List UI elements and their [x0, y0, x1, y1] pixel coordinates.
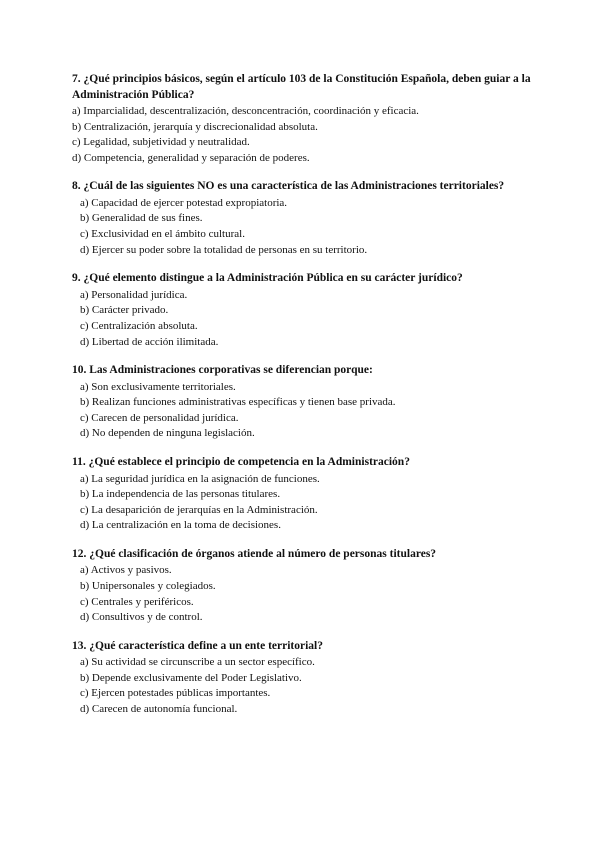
option-d: d) No dependen de ninguna legislación. — [80, 427, 255, 440]
option-c: c) Legalidad, subjetividad y neutralidad. — [72, 136, 250, 149]
option-list — [72, 563, 542, 625]
question-11 — [72, 455, 542, 534]
option-list — [72, 472, 542, 534]
option-a: a) Activos y pasivos. — [80, 564, 172, 577]
question-title: 13. ¿Qué característica define a un ente territorial? — [72, 639, 324, 652]
option-b: b) Generalidad de sus fines. — [80, 212, 203, 225]
option-b: b) Depende exclusivamente del Poder Legislativo. — [80, 671, 302, 684]
option-b: b) Centralización, jerarquía y discrecionalidad absoluta. — [72, 120, 318, 133]
option-a: a) La seguridad jurídica en la asignación de funciones. — [80, 472, 320, 485]
option-c: c) Centralización absoluta. — [80, 319, 198, 332]
option-b: b) Unipersonales y colegiados. — [80, 579, 216, 592]
question-13 — [72, 639, 542, 718]
question-12 — [72, 547, 542, 626]
option-d: d) Ejercer su poder sobre la totalidad de personas en su territorio. — [80, 243, 368, 256]
option-d: d) Libertad de acción ilimitada. — [80, 335, 219, 348]
option-a: a) Personalidad jurídica. — [80, 288, 188, 301]
option-d: d) La centralización en la toma de decisiones. — [80, 519, 281, 532]
option-c: c) La desaparición de jerarquías en la Administración. — [80, 503, 318, 516]
question-title: 12. ¿Qué clasificación de órganos atiende al número de personas titulares? — [72, 547, 437, 560]
option-a: a) Capacidad de ejercer potestad expropiatoria. — [80, 196, 288, 209]
option-a: a) Imparcialidad, descentralización, desconcentración, coordinación y eficacia. — [72, 105, 419, 117]
question-title: 7. ¿Qué principios básicos, según el artículo 103 de la Constitución Española, deben guiar a la Administración Pública? — [72, 73, 531, 101]
option-list — [72, 380, 542, 442]
option-list — [72, 288, 542, 350]
option-b: b) Realizan funciones administrativas específicas y tienen base privada. — [80, 396, 396, 409]
option-d: d) Competencia, generalidad y separación de poderes. — [72, 151, 310, 164]
option-list — [72, 655, 542, 717]
option-list — [72, 196, 542, 258]
document-page — [72, 72, 542, 731]
option-c: c) Centrales y periféricos. — [80, 595, 194, 608]
option-d: d) Consultivos y de control. — [80, 611, 203, 624]
question-9 — [72, 271, 542, 350]
question-7 — [72, 72, 542, 166]
question-title: 8. ¿Cuál de las siguientes NO es una característica de las Administraciones territoriales? — [72, 180, 505, 193]
option-d: d) Carecen de autonomía funcional. — [80, 703, 238, 716]
question-title: 10. Las Administraciones corporativas se diferencian porque: — [72, 364, 373, 377]
option-b: b) La independencia de las personas titulares. — [80, 488, 281, 501]
option-list — [72, 104, 542, 166]
option-c: c) Carecen de personalidad jurídica. — [80, 411, 239, 424]
question-title: 11. ¿Qué establece el principio de competencia en la Administración? — [72, 456, 410, 468]
question-10 — [72, 363, 542, 442]
question-8 — [72, 179, 542, 258]
option-c: c) Exclusividad en el ámbito cultural. — [80, 228, 245, 241]
question-title: 9. ¿Qué elemento distingue a la Administración Pública en su carácter jurídico? — [72, 272, 463, 285]
option-c: c) Ejercen potestades públicas importantes. — [80, 687, 271, 700]
option-b: b) Carácter privado. — [80, 304, 169, 317]
option-a: a) Su actividad se circunscribe a un sector específico. — [80, 656, 315, 669]
option-a: a) Son exclusivamente territoriales. — [80, 380, 236, 393]
